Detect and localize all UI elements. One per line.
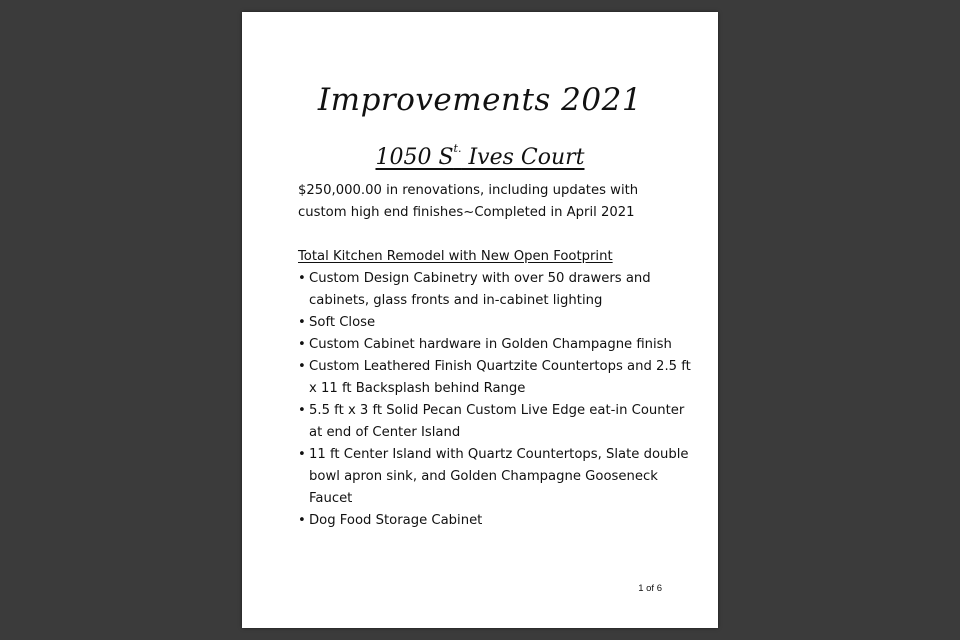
address-number-street: 1050 S	[375, 145, 454, 170]
property-address	[242, 142, 718, 170]
list-item: • 11 ft Center Island with Quartz Countertops, Slate double bowl apron sink, and Golden Champagne Gooseneck Faucet	[298, 444, 698, 510]
page-number: 1 of 6	[638, 583, 662, 594]
improvement-list	[298, 268, 698, 532]
intro-line-1: $250,000.00 in renovations, including updates with	[298, 183, 639, 198]
list-item: • Custom Leathered Finish Quartzite Countertops and 2.5 ft x 11 ft Backsplash behind Range	[298, 356, 698, 400]
address-superscript: t.	[453, 142, 462, 155]
address-underlined	[375, 142, 585, 170]
document-body	[298, 180, 698, 532]
list-item: • Dog Food Storage Cabinet	[298, 510, 698, 532]
section-heading: Total Kitchen Remodel with New Open Footprint	[298, 249, 613, 264]
list-item: • 5.5 ft x 3 ft Solid Pecan Custom Live Edge eat-in Counter at end of Center Island	[298, 400, 698, 444]
list-item: • Soft Close	[298, 312, 698, 334]
intro-line-2: custom high end finishes~Completed in April 2021	[298, 205, 635, 220]
document-title: Improvements 2021	[317, 82, 643, 118]
list-item: • Custom Cabinet hardware in Golden Champagne finish	[298, 334, 698, 356]
list-item: • Custom Design Cabinetry with over 50 drawers and cabinets, glass fronts and in-cabinet lighting	[298, 268, 698, 312]
document-page	[242, 12, 718, 628]
intro-paragraph	[298, 180, 698, 224]
address-street-name: Ives Court	[461, 145, 585, 170]
